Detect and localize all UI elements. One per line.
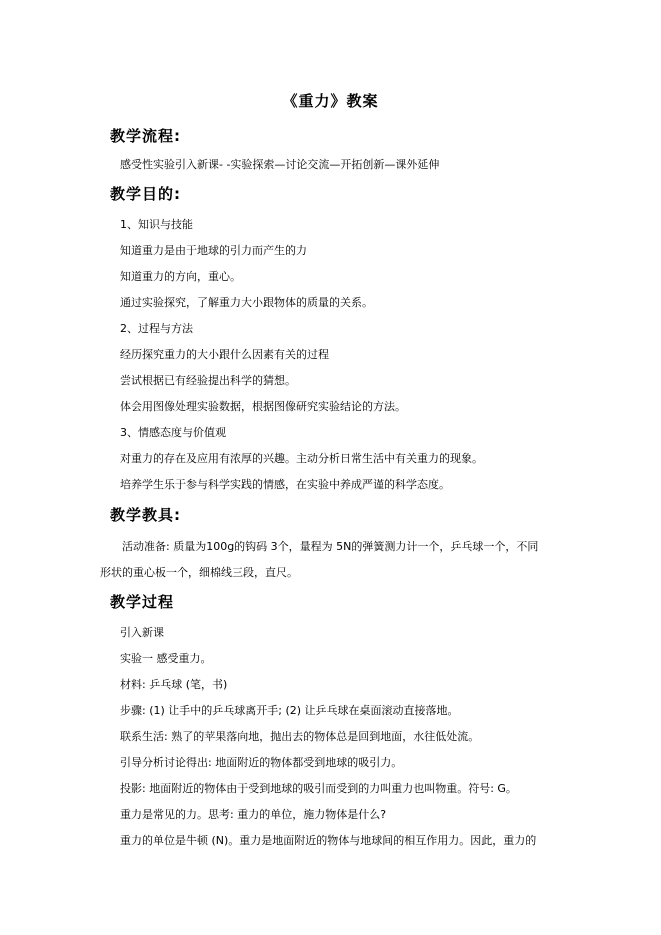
- section-heading-tools: 教学教具:: [110, 506, 181, 524]
- goals-line: 培养学生乐于参与科学实践的情感，在实验中养成严谨的科学态度。: [120, 478, 450, 491]
- goals-line: 2、过程与方法: [120, 322, 193, 335]
- goals-line: 1、知识与技能: [120, 218, 193, 231]
- process-line: 重力的单位是牛顿 (N)。重力是地面附近的物体与地球间的相互作用力。因此，重力的: [120, 834, 537, 847]
- process-line: 联系生活: 熟了的苹果落向地，抛出去的物体总是回到地面，水往低处流。: [120, 730, 480, 743]
- goals-line: 体会用图像处理实验数据，根据图像研究实验结论的方法。: [120, 400, 406, 413]
- section-heading-flow: 教学流程:: [110, 127, 181, 145]
- goals-line: 通过实验探究，了解重力大小跟物体的质量的关系。: [120, 296, 373, 309]
- process-line: 材料: 乒乓球 (笔，书): [120, 678, 228, 691]
- goals-line: 知道重力是由于地球的引力而产生的力: [120, 244, 307, 257]
- flow-text: 感受性实验引入新课- -实验探索—讨论交流—开拓创新—课外延伸: [120, 158, 440, 171]
- process-line: 实验一 感受重力。: [120, 652, 212, 665]
- goals-line: 知道重力的方向，重心。: [120, 270, 241, 283]
- goals-line: 对重力的存在及应用有浓厚的兴趣。主动分析日常生活中有关重力的现象。: [120, 452, 483, 465]
- process-line: 引导分析讨论得出: 地面附近的物体都受到地球的吸引力。: [120, 756, 403, 769]
- goals-line: 尝试根据已有经验提出科学的猜想。: [120, 374, 296, 387]
- goals-line: 3、情感态度与价值观: [120, 426, 226, 439]
- process-line: 引入新课: [120, 626, 164, 639]
- tools-line: 活动准备: 质量为100g的钩码 3个，量程为 5N的弹簧测力计一个，乒乓球一个，不同: [122, 540, 539, 553]
- process-line: 投影: 地面附近的物体由于受到地球的吸引而受到的力叫重力也叫物重。符号: G。: [120, 782, 517, 795]
- section-heading-process: 教学过程: [110, 593, 175, 611]
- document-title: 《重力》教案: [282, 92, 379, 110]
- tools-line: 形状的重心板一个，细棉线三段，直尺。: [100, 566, 298, 579]
- goals-line: 经历探究重力的大小跟什么因素有关的过程: [120, 348, 329, 361]
- process-line: 重力是常见的力。思考: 重力的单位，施力物体是什么?: [120, 808, 387, 821]
- process-line: 步骤: (1) 让手中的乒乓球离开手; (2) 让乒乓球在桌面滚动直接落地。: [120, 704, 459, 717]
- section-heading-goals: 教学目的:: [110, 185, 181, 203]
